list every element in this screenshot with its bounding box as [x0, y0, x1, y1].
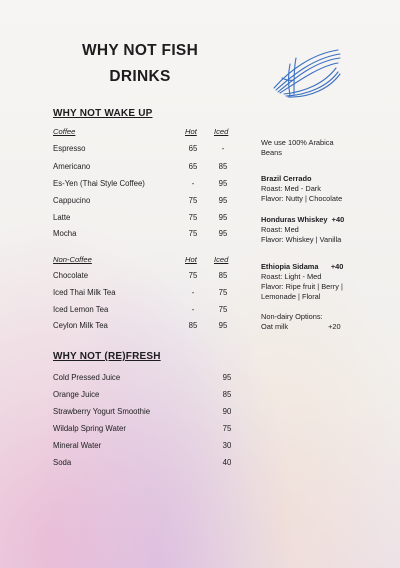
non-dairy-options	[261, 312, 341, 332]
item-price: 75	[222, 424, 232, 433]
iced-column-label: Iced	[214, 127, 229, 136]
iced-price: -	[221, 144, 225, 153]
bean-option	[261, 215, 344, 245]
oat-milk-price: +20	[328, 322, 341, 331]
hot-price: 75	[188, 196, 198, 205]
bean-name	[261, 174, 342, 184]
item-name: Orange Juice	[53, 390, 100, 399]
non-dairy-label: Non-dairy Options:	[261, 312, 323, 321]
item-price: 40	[222, 458, 232, 467]
item-name: Mocha	[53, 229, 77, 238]
item-name: Es-Yen (Thai Style Coffee)	[53, 179, 145, 188]
hot-price: 75	[188, 229, 198, 238]
menu-item	[53, 162, 263, 174]
bean-option	[261, 174, 342, 204]
item-name: Mineral Water	[53, 441, 102, 450]
item-name: Ceylon Milk Tea	[53, 321, 108, 330]
menu-item	[53, 305, 263, 317]
bean-roast: Roast: Med - Dark	[261, 184, 321, 193]
item-name: Wildalp Spring Water	[53, 424, 126, 433]
menu-item	[53, 458, 263, 470]
bean-name	[261, 215, 344, 225]
item-name: Cappucino	[53, 196, 91, 205]
menu-item	[53, 407, 263, 419]
iced-price: 95	[218, 229, 228, 238]
item-name: Iced Thai Milk Tea	[53, 288, 116, 297]
item-name: Soda	[53, 458, 72, 467]
bean-flavor: Flavor: Whiskey | Vanilla	[261, 235, 342, 244]
menu-item	[53, 373, 263, 385]
hot-price: -	[191, 288, 195, 297]
bean-flavor: Flavor: Ripe fruit | Berry |	[261, 282, 343, 291]
menu-item	[53, 424, 263, 436]
menu-item	[53, 229, 263, 241]
menu-item	[53, 441, 263, 453]
item-name: Americano	[53, 162, 91, 171]
coffee-subheading: Coffee	[53, 127, 76, 136]
menu-title: WHY NOT FISH	[81, 42, 199, 59]
iced-price: 85	[218, 271, 228, 280]
bean-roast: Roast: Light - Med	[261, 272, 322, 281]
hot-column-label: Hot	[185, 255, 197, 264]
menu-subtitle: DRINKS	[109, 68, 171, 85]
beans-intro-line: We use 100% Arabica	[261, 138, 334, 147]
hot-price: 65	[188, 162, 198, 171]
menu-item	[53, 271, 263, 283]
item-name: Iced Lemon Tea	[53, 305, 109, 314]
refresh-heading: WHY NOT (RE)FRESH	[53, 351, 161, 362]
bean-name-text: Ethiopia Sidama	[261, 262, 319, 271]
bean-flavor: Lemonade | Floral	[261, 292, 321, 301]
fish-line-logo-icon	[270, 44, 342, 104]
item-name: Espresso	[53, 144, 86, 153]
menu-item	[53, 321, 263, 333]
hot-price: 65	[188, 144, 198, 153]
menu-item	[53, 179, 263, 191]
bean-extra-price: +40	[331, 215, 345, 224]
oat-milk-line	[261, 322, 341, 332]
item-name: Latte	[53, 213, 71, 222]
non-coffee-subheading: Non-Coffee	[53, 255, 92, 264]
iced-price: 95	[218, 321, 228, 330]
hot-price: -	[191, 179, 195, 188]
bean-name-text: Brazil Cerrado	[261, 174, 312, 183]
bean-name	[261, 262, 343, 272]
item-price: 30	[222, 441, 232, 450]
item-name: Strawberry Yogurt Smoothie	[53, 407, 151, 416]
menu-item	[53, 213, 263, 225]
iced-price: 75	[218, 305, 228, 314]
iced-price: 95	[218, 179, 228, 188]
iced-price: 85	[218, 162, 228, 171]
hot-price: -	[191, 305, 195, 314]
iced-price: 75	[218, 288, 228, 297]
wake-up-heading: WHY NOT WAKE UP	[53, 108, 153, 119]
item-price: 95	[222, 373, 232, 382]
menu-item	[53, 288, 263, 300]
item-price: 85	[222, 390, 232, 399]
item-name: Cold Pressed Juice	[53, 373, 121, 382]
iced-price: 95	[218, 196, 228, 205]
hot-price: 85	[188, 321, 198, 330]
oat-milk-label: Oat milk	[261, 322, 289, 331]
beans-intro	[261, 138, 334, 158]
menu-item	[53, 196, 263, 208]
menu-item	[53, 390, 263, 402]
item-price: 90	[222, 407, 232, 416]
hot-column-label: Hot	[185, 127, 197, 136]
hot-price: 75	[188, 213, 198, 222]
iced-price: 95	[218, 213, 228, 222]
bean-extra-price: +40	[330, 262, 344, 271]
bean-name-text: Honduras Whiskey	[261, 215, 328, 224]
bean-flavor: Flavor: Nutty | Chocolate	[261, 194, 343, 203]
menu-item	[53, 144, 263, 156]
iced-column-label: Iced	[214, 255, 229, 264]
bean-roast: Roast: Med	[261, 225, 299, 234]
beans-intro-line: Beans	[261, 148, 282, 157]
hot-price: 75	[188, 271, 198, 280]
item-name: Chocolate	[53, 271, 89, 280]
bean-option	[261, 262, 343, 302]
